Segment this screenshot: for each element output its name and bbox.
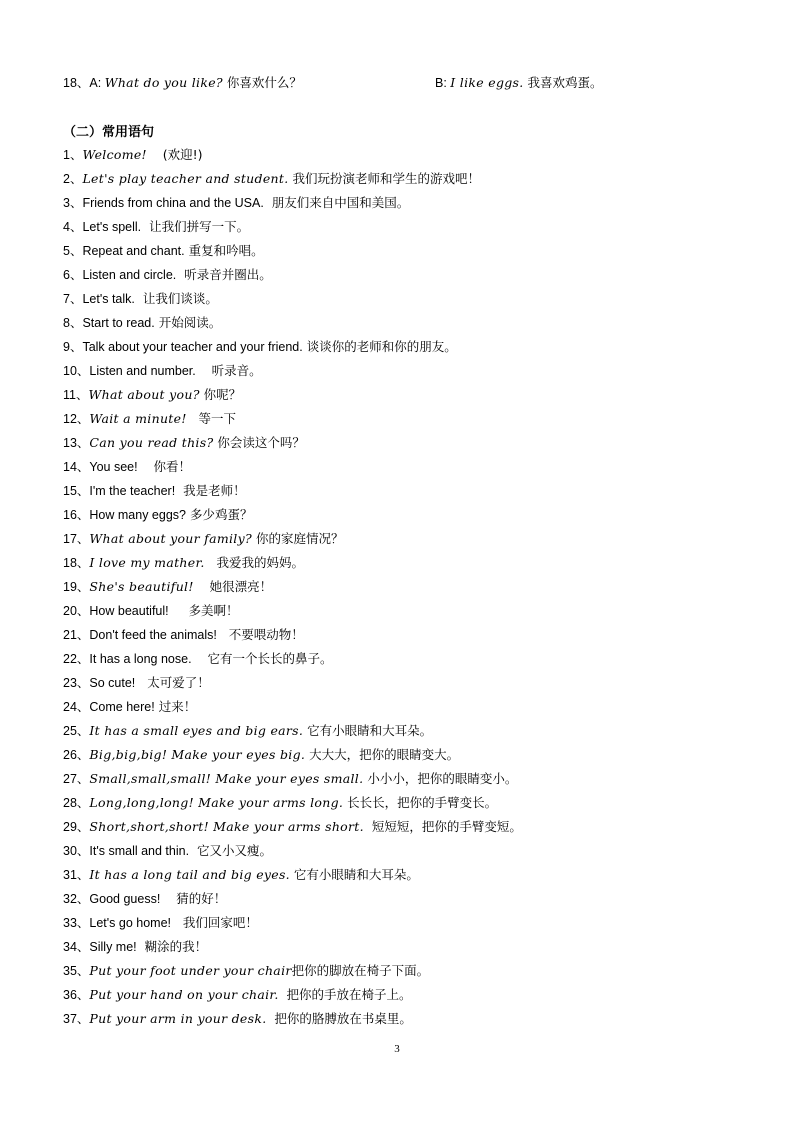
sentence-chinese: (欢迎!) bbox=[146, 147, 203, 162]
sentence-chinese: 我们玩扮演老师和学生的游戏吧！ bbox=[288, 171, 480, 186]
sentence-english: Short,short,short! Make your arms short. bbox=[89, 819, 364, 834]
sentence-item bbox=[63, 217, 763, 241]
sentence-chinese: 你的家庭情况？ bbox=[251, 531, 344, 546]
sentence-item bbox=[63, 577, 763, 601]
sentence-english: Put your hand on your chair. bbox=[89, 987, 279, 1002]
sentence-english: Big,big,big! Make your eyes big. bbox=[89, 747, 306, 762]
sentence-item bbox=[63, 721, 763, 745]
sentence-item bbox=[63, 793, 763, 817]
answer-prefix: B: bbox=[435, 76, 451, 90]
sentence-number: 1、 bbox=[63, 148, 83, 162]
sentence-item bbox=[63, 361, 763, 385]
question-prefix: 18、A: bbox=[63, 76, 105, 90]
sentence-english: She's beautiful! bbox=[89, 579, 194, 594]
sentence-number: 9、 bbox=[63, 340, 83, 354]
sentence-item bbox=[63, 289, 763, 313]
sentence-chinese: 把你的脚放在椅子下面。 bbox=[291, 963, 430, 978]
section-heading: （二）常用语句 bbox=[63, 125, 155, 140]
sentence-english: Start to read. bbox=[82, 316, 155, 330]
sentence-chinese: 你呢？ bbox=[199, 387, 242, 402]
sentence-chinese: 听录音。 bbox=[195, 363, 262, 378]
sentence-item bbox=[63, 745, 763, 769]
sentence-english: Listen and number. bbox=[89, 364, 196, 378]
sentence-chinese: 让我们拼写一下。 bbox=[141, 219, 250, 234]
sentence-chinese: 它有一个长长的鼻子。 bbox=[191, 651, 333, 666]
sentence-item bbox=[63, 817, 763, 841]
sentence-number: 32、 bbox=[63, 892, 90, 906]
sentence-number: 10、 bbox=[63, 364, 90, 378]
sentence-chinese: 我们回家吧！ bbox=[171, 915, 258, 930]
sentence-chinese: 开始阅读。 bbox=[154, 315, 222, 330]
sentence-english: Come here! bbox=[89, 700, 155, 714]
sentence-english: It has a long tail and big eyes. bbox=[89, 867, 290, 882]
sentence-chinese: 糊涂的我！ bbox=[136, 939, 208, 954]
sentence-number: 3、 bbox=[63, 196, 83, 210]
sentence-english: Can you read this? bbox=[89, 435, 214, 450]
sentence-item bbox=[63, 337, 763, 361]
sentence-chinese: 让我们谈谈。 bbox=[134, 291, 218, 306]
sentence-number: 37、 bbox=[63, 1012, 90, 1026]
sentence-item bbox=[63, 985, 763, 1009]
sentence-item bbox=[63, 937, 763, 961]
sentence-english: What about your family? bbox=[89, 531, 252, 546]
sentence-number: 15、 bbox=[63, 484, 90, 498]
sentence-chinese: 它有小眼睛和大耳朵。 bbox=[289, 867, 419, 882]
sentence-number: 8、 bbox=[63, 316, 83, 330]
sentence-english: What about you? bbox=[88, 387, 200, 402]
question-chinese: 你喜欢什么？ bbox=[222, 75, 302, 90]
sentence-english: I love my mather. bbox=[89, 555, 205, 570]
sentence-item bbox=[63, 481, 763, 505]
sentence-chinese: 它有小眼睛和大耳朵。 bbox=[303, 723, 433, 738]
sentence-number: 18、 bbox=[63, 556, 90, 570]
sentence-item bbox=[63, 841, 763, 865]
sentence-item bbox=[63, 697, 763, 721]
sentence-item bbox=[63, 265, 763, 289]
sentence-number: 12、 bbox=[63, 412, 90, 426]
sentence-chinese: 大大大，把你的眼睛变大。 bbox=[305, 747, 460, 762]
sentence-number: 2、 bbox=[63, 172, 83, 186]
sentence-chinese: 太可爱了！ bbox=[135, 675, 210, 690]
sentence-number: 33、 bbox=[63, 916, 90, 930]
sentence-item bbox=[63, 433, 763, 457]
sentence-english: Listen and circle. bbox=[82, 268, 177, 282]
sentence-english: Put your arm in your desk. bbox=[89, 1011, 267, 1026]
sentence-number: 34、 bbox=[63, 940, 90, 954]
sentence-english: I'm the teacher! bbox=[89, 484, 176, 498]
sentence-english: It has a long nose. bbox=[89, 652, 192, 666]
sentence-chinese: 过来！ bbox=[154, 699, 197, 714]
sentence-item bbox=[63, 385, 763, 409]
sentence-number: 4、 bbox=[63, 220, 83, 234]
sentence-item bbox=[63, 193, 763, 217]
answer-english: I like eggs. bbox=[450, 75, 524, 90]
sentence-chinese: 谈谈你的老师和你的朋友。 bbox=[302, 339, 457, 354]
question-text bbox=[63, 73, 302, 91]
sentence-number: 5、 bbox=[63, 244, 83, 258]
answer-chinese: 我喜欢鸡蛋。 bbox=[523, 75, 603, 90]
sentence-number: 27、 bbox=[63, 772, 90, 786]
sentence-item bbox=[63, 409, 763, 433]
sentence-number: 13、 bbox=[63, 436, 90, 450]
sentence-english: Let's talk. bbox=[82, 292, 135, 306]
sentence-number: 20、 bbox=[63, 604, 90, 618]
sentence-chinese: 她很漂亮！ bbox=[193, 579, 273, 594]
sentence-english: It has a small eyes and big ears. bbox=[89, 723, 304, 738]
sentence-chinese: 小小小，把你的眼睛变小。 bbox=[363, 771, 518, 786]
sentence-number: 14、 bbox=[63, 460, 90, 474]
sentence-number: 36、 bbox=[63, 988, 90, 1002]
sentence-english: Silly me! bbox=[89, 940, 137, 954]
sentence-english: Repeat and chant. bbox=[82, 244, 185, 258]
sentence-item bbox=[63, 865, 763, 889]
sentence-number: 31、 bbox=[63, 868, 90, 882]
sentence-chinese: 听录音并圈出。 bbox=[176, 267, 272, 282]
sentence-chinese: 把你的手放在椅子上。 bbox=[278, 987, 412, 1002]
sentence-item bbox=[63, 889, 763, 913]
sentence-chinese: 猜的好！ bbox=[160, 891, 227, 906]
sentence-english: Long,long,long! Make your arms long. bbox=[89, 795, 344, 810]
sentence-english: Let's spell. bbox=[82, 220, 142, 234]
sentence-chinese: 长长长，把你的手臂变长。 bbox=[343, 795, 498, 810]
answer-text bbox=[435, 73, 603, 91]
sentence-english: Wait a minute! bbox=[89, 411, 187, 426]
sentence-chinese: 重复和吟唱。 bbox=[184, 243, 264, 258]
sentence-number: 21、 bbox=[63, 628, 90, 642]
sentence-item bbox=[63, 145, 763, 169]
sentence-chinese: 不要喂动物！ bbox=[216, 627, 304, 642]
sentence-number: 17、 bbox=[63, 532, 90, 546]
dialogue-line-18 bbox=[63, 73, 763, 93]
sentence-english: Good guess! bbox=[89, 892, 161, 906]
sentence-number: 25、 bbox=[63, 724, 90, 738]
sentence-item bbox=[63, 913, 763, 937]
sentence-item bbox=[63, 529, 763, 553]
sentence-english: Talk about your teacher and your friend. bbox=[82, 340, 303, 354]
sentence-chinese: 多少鸡蛋？ bbox=[185, 507, 253, 522]
sentence-english: Put your foot under your chair bbox=[89, 963, 292, 978]
sentence-list bbox=[63, 145, 763, 1033]
sentence-english: Let's go home! bbox=[89, 916, 172, 930]
sentence-english: Don't feed the animals! bbox=[89, 628, 217, 642]
sentence-chinese: 把你的胳膊放在书桌里。 bbox=[266, 1011, 412, 1026]
sentence-item bbox=[63, 769, 763, 793]
sentence-number: 35、 bbox=[63, 964, 90, 978]
sentence-number: 22、 bbox=[63, 652, 90, 666]
sentence-english: It's small and thin. bbox=[89, 844, 190, 858]
sentence-number: 24、 bbox=[63, 700, 90, 714]
sentence-chinese: 你会读这个吗？ bbox=[213, 435, 305, 450]
sentence-chinese: 多美啊！ bbox=[168, 603, 239, 618]
sentence-number: 30、 bbox=[63, 844, 90, 858]
sentence-english: How many eggs? bbox=[89, 508, 186, 522]
sentence-item bbox=[63, 457, 763, 481]
sentence-item bbox=[63, 961, 763, 985]
sentence-item bbox=[63, 673, 763, 697]
sentence-item bbox=[63, 601, 763, 625]
sentence-number: 16、 bbox=[63, 508, 90, 522]
sentence-chinese: 它又小又瘦。 bbox=[189, 843, 273, 858]
sentence-english: Small,small,small! Make your eyes small. bbox=[89, 771, 364, 786]
sentence-chinese: 我是老师！ bbox=[175, 483, 246, 498]
sentence-item bbox=[63, 169, 763, 193]
sentence-item bbox=[63, 553, 763, 577]
sentence-item bbox=[63, 625, 763, 649]
sentence-english: You see! bbox=[89, 460, 138, 474]
page-number: 3 bbox=[394, 1043, 400, 1055]
sentence-number: 23、 bbox=[63, 676, 90, 690]
sentence-english: Let's play teacher and student. bbox=[82, 171, 289, 186]
sentence-item bbox=[63, 313, 763, 337]
sentence-chinese: 你看！ bbox=[137, 459, 192, 474]
sentence-item bbox=[63, 1009, 763, 1033]
sentence-chinese: 短短短，把你的手臂变短。 bbox=[363, 819, 522, 834]
sentence-item bbox=[63, 241, 763, 265]
sentence-english: Welcome! bbox=[82, 147, 147, 162]
sentence-number: 29、 bbox=[63, 820, 90, 834]
sentence-number: 11、 bbox=[63, 388, 89, 402]
sentence-english: How beautiful! bbox=[89, 604, 169, 618]
sentence-english: Friends from china and the USA. bbox=[82, 196, 264, 210]
sentence-number: 6、 bbox=[63, 268, 83, 282]
sentence-chinese: 等一下 bbox=[186, 411, 237, 426]
question-english: What do you like? bbox=[104, 75, 223, 90]
sentence-number: 19、 bbox=[63, 580, 90, 594]
sentence-english: So cute! bbox=[89, 676, 136, 690]
sentence-chinese: 我爱我的妈妈。 bbox=[204, 555, 305, 570]
sentence-number: 26、 bbox=[63, 748, 90, 762]
sentence-item bbox=[63, 505, 763, 529]
sentence-number: 7、 bbox=[63, 292, 83, 306]
sentence-number: 28、 bbox=[63, 796, 90, 810]
sentence-item bbox=[63, 649, 763, 673]
sentence-chinese: 朋友们来自中国和美国。 bbox=[263, 195, 410, 210]
